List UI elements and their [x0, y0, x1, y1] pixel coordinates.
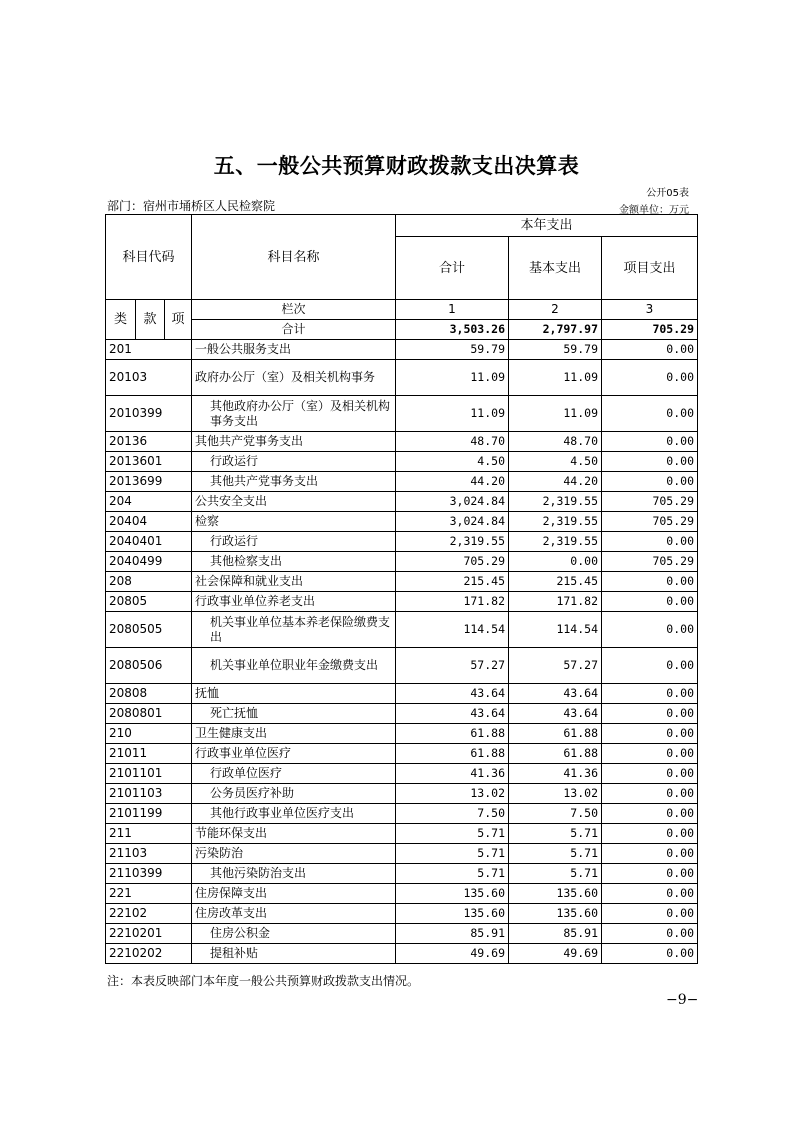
total-value: 49.69	[396, 944, 509, 964]
subject-code: 20805	[106, 592, 192, 612]
subject-name: 一般公共服务支出	[192, 340, 396, 360]
table-row	[106, 340, 698, 360]
header-xiang: 项	[165, 300, 192, 340]
total-value: 2,319.55	[396, 532, 509, 552]
subject-code: 2013601	[106, 452, 192, 472]
table-row	[106, 824, 698, 844]
project-value: 0.00	[602, 764, 698, 784]
page-number: −9−	[666, 992, 699, 1008]
table-row	[106, 592, 698, 612]
table-row	[106, 532, 698, 552]
basic-value: 61.88	[509, 744, 602, 764]
total-value: 3,024.84	[396, 492, 509, 512]
table-row	[106, 572, 698, 592]
subject-code: 2080505	[106, 612, 192, 648]
basic-value: 5.71	[509, 844, 602, 864]
header-name: 科目名称	[192, 215, 396, 300]
basic-value: 114.54	[509, 612, 602, 648]
subject-code: 2210201	[106, 924, 192, 944]
subject-name: 节能环保支出	[192, 824, 396, 844]
column-number-1: 1	[396, 300, 509, 320]
subject-name: 住房公积金	[192, 924, 396, 944]
table-row	[106, 904, 698, 924]
table-row	[106, 744, 698, 764]
table-row	[106, 432, 698, 452]
subject-name: 其他共产党事务支出	[192, 432, 396, 452]
basic-value: 135.60	[509, 904, 602, 924]
total-value: 11.09	[396, 396, 509, 432]
subject-code: 2040499	[106, 552, 192, 572]
total-value: 5.71	[396, 844, 509, 864]
table-row	[106, 804, 698, 824]
subject-code: 21011	[106, 744, 192, 764]
basic-value: 41.36	[509, 764, 602, 784]
project-value: 0.00	[602, 452, 698, 472]
basic-value: 215.45	[509, 572, 602, 592]
project-value: 0.00	[602, 904, 698, 924]
subject-name: 其他污染防治支出	[192, 864, 396, 884]
total-value: 41.36	[396, 764, 509, 784]
sum-basic: 2,797.97	[509, 320, 602, 340]
subject-code: 2101199	[106, 804, 192, 824]
total-value: 7.50	[396, 804, 509, 824]
project-value: 705.29	[602, 552, 698, 572]
table-row	[106, 884, 698, 904]
basic-value: 4.50	[509, 452, 602, 472]
project-value: 0.00	[602, 592, 698, 612]
project-value: 705.29	[602, 492, 698, 512]
subject-name: 机关事业单位基本养老保险缴费支出	[192, 612, 396, 648]
basic-value: 135.60	[509, 884, 602, 904]
header-project: 项目支出	[602, 237, 698, 300]
basic-value: 59.79	[509, 340, 602, 360]
subject-code: 2040401	[106, 532, 192, 552]
table-row	[106, 784, 698, 804]
basic-value: 5.71	[509, 864, 602, 884]
basic-value: 11.09	[509, 396, 602, 432]
subject-code: 2101103	[106, 784, 192, 804]
total-value: 43.64	[396, 704, 509, 724]
subject-code: 211	[106, 824, 192, 844]
header-current-year: 本年支出	[396, 215, 698, 237]
subject-code: 20808	[106, 684, 192, 704]
subject-name: 检察	[192, 512, 396, 532]
table-row	[106, 704, 698, 724]
subject-name: 住房改革支出	[192, 904, 396, 924]
total-value: 114.54	[396, 612, 509, 648]
total-value: 44.20	[396, 472, 509, 492]
total-value: 5.71	[396, 824, 509, 844]
column-number-3: 3	[602, 300, 698, 320]
table-row	[106, 724, 698, 744]
table-row	[106, 512, 698, 532]
department-label: 部门：宿州市埇桥区人民检察院	[107, 199, 276, 213]
basic-value: 7.50	[509, 804, 602, 824]
basic-value: 2,319.55	[509, 492, 602, 512]
subject-name: 卫生健康支出	[192, 724, 396, 744]
basic-value: 5.71	[509, 824, 602, 844]
total-value: 85.91	[396, 924, 509, 944]
subject-name: 公务员医疗补助	[192, 784, 396, 804]
subject-code: 2010399	[106, 396, 192, 432]
subject-name: 行政事业单位养老支出	[192, 592, 396, 612]
basic-value: 44.20	[509, 472, 602, 492]
total-value: 4.50	[396, 452, 509, 472]
basic-value: 49.69	[509, 944, 602, 964]
project-value: 0.00	[602, 572, 698, 592]
subject-name: 其他政府办公厅（室）及相关机构事务支出	[192, 396, 396, 432]
project-value: 0.00	[602, 804, 698, 824]
header-lei: 类	[106, 300, 136, 340]
total-value: 3,024.84	[396, 512, 509, 532]
sum-total: 3,503.26	[396, 320, 509, 340]
table-row	[106, 864, 698, 884]
total-value: 171.82	[396, 592, 509, 612]
table-row	[106, 684, 698, 704]
total-value: 13.02	[396, 784, 509, 804]
table-row	[106, 360, 698, 396]
subject-name: 机关事业单位职业年金缴费支出	[192, 648, 396, 684]
header-kuan: 款	[136, 300, 165, 340]
total-value: 135.60	[396, 904, 509, 924]
subject-name: 行政单位医疗	[192, 764, 396, 784]
subject-name: 抚恤	[192, 684, 396, 704]
sum-project: 705.29	[602, 320, 698, 340]
form-number: 公开05表	[646, 188, 689, 199]
table-row	[106, 944, 698, 964]
subject-name: 社会保障和就业支出	[192, 572, 396, 592]
basic-value: 48.70	[509, 432, 602, 452]
sum-label: 合计	[192, 320, 396, 340]
amount-unit: 金额单位：万元	[619, 205, 689, 216]
table-row	[106, 552, 698, 572]
column-number-label: 栏次	[192, 300, 396, 320]
subject-code: 221	[106, 884, 192, 904]
subject-code: 20404	[106, 512, 192, 532]
total-value: 61.88	[396, 724, 509, 744]
subject-code: 2013699	[106, 472, 192, 492]
table-row	[106, 924, 698, 944]
expenditure-table	[105, 214, 698, 964]
project-value: 0.00	[602, 532, 698, 552]
project-value: 705.29	[602, 512, 698, 532]
project-value: 0.00	[602, 360, 698, 396]
project-value: 0.00	[602, 612, 698, 648]
header-code: 科目代码	[106, 215, 192, 300]
footnote: 注：本表反映部门本年度一般公共预算财政拨款支出情况。	[107, 974, 420, 988]
subject-name: 其他行政事业单位医疗支出	[192, 804, 396, 824]
total-value: 705.29	[396, 552, 509, 572]
project-value: 0.00	[602, 340, 698, 360]
project-value: 0.00	[602, 864, 698, 884]
header-total: 合计	[396, 237, 509, 300]
subject-code: 2210202	[106, 944, 192, 964]
subject-name: 行政运行	[192, 452, 396, 472]
subject-code: 2101101	[106, 764, 192, 784]
subject-code: 21103	[106, 844, 192, 864]
basic-value: 85.91	[509, 924, 602, 944]
subject-name: 死亡抚恤	[192, 704, 396, 724]
total-value: 215.45	[396, 572, 509, 592]
subject-code: 201	[106, 340, 192, 360]
subject-name: 住房保障支出	[192, 884, 396, 904]
project-value: 0.00	[602, 684, 698, 704]
project-value: 0.00	[602, 944, 698, 964]
project-value: 0.00	[602, 648, 698, 684]
project-value: 0.00	[602, 704, 698, 724]
subject-code: 22102	[106, 904, 192, 924]
project-value: 0.00	[602, 432, 698, 452]
project-value: 0.00	[602, 924, 698, 944]
subject-name: 污染防治	[192, 844, 396, 864]
column-number-2: 2	[509, 300, 602, 320]
subject-name: 提租补贴	[192, 944, 396, 964]
project-value: 0.00	[602, 824, 698, 844]
total-value: 57.27	[396, 648, 509, 684]
table-row	[106, 648, 698, 684]
total-value: 11.09	[396, 360, 509, 396]
project-value: 0.00	[602, 884, 698, 904]
project-value: 0.00	[602, 744, 698, 764]
project-value: 0.00	[602, 724, 698, 744]
table-row	[106, 396, 698, 432]
subject-code: 204	[106, 492, 192, 512]
total-value: 59.79	[396, 340, 509, 360]
subject-name: 公共安全支出	[192, 492, 396, 512]
total-value: 43.64	[396, 684, 509, 704]
basic-value: 2,319.55	[509, 512, 602, 532]
basic-value: 11.09	[509, 360, 602, 396]
project-value: 0.00	[602, 472, 698, 492]
basic-value: 171.82	[509, 592, 602, 612]
basic-value: 57.27	[509, 648, 602, 684]
subject-code: 2080506	[106, 648, 192, 684]
subject-code: 2080801	[106, 704, 192, 724]
total-value: 5.71	[396, 864, 509, 884]
header-basic: 基本支出	[509, 237, 602, 300]
subject-code: 2110399	[106, 864, 192, 884]
subject-name: 其他检察支出	[192, 552, 396, 572]
table-row	[106, 844, 698, 864]
table-row	[106, 612, 698, 648]
table-row	[106, 764, 698, 784]
project-value: 0.00	[602, 784, 698, 804]
table-row	[106, 472, 698, 492]
subject-name: 政府办公厅（室）及相关机构事务	[192, 360, 396, 396]
project-value: 0.00	[602, 396, 698, 432]
basic-value: 0.00	[509, 552, 602, 572]
subject-code: 20136	[106, 432, 192, 452]
subject-code: 208	[106, 572, 192, 592]
basic-value: 2,319.55	[509, 532, 602, 552]
total-value: 61.88	[396, 744, 509, 764]
subject-name: 其他共产党事务支出	[192, 472, 396, 492]
basic-value: 43.64	[509, 704, 602, 724]
subject-code: 210	[106, 724, 192, 744]
subject-name: 行政事业单位医疗	[192, 744, 396, 764]
subject-name: 行政运行	[192, 532, 396, 552]
table-row	[106, 452, 698, 472]
project-value: 0.00	[602, 844, 698, 864]
total-value: 48.70	[396, 432, 509, 452]
page-title: 五、一般公共预算财政拨款支出决算表	[213, 154, 580, 178]
basic-value: 13.02	[509, 784, 602, 804]
total-value: 135.60	[396, 884, 509, 904]
table-row	[106, 492, 698, 512]
basic-value: 43.64	[509, 684, 602, 704]
basic-value: 61.88	[509, 724, 602, 744]
subject-code: 20103	[106, 360, 192, 396]
